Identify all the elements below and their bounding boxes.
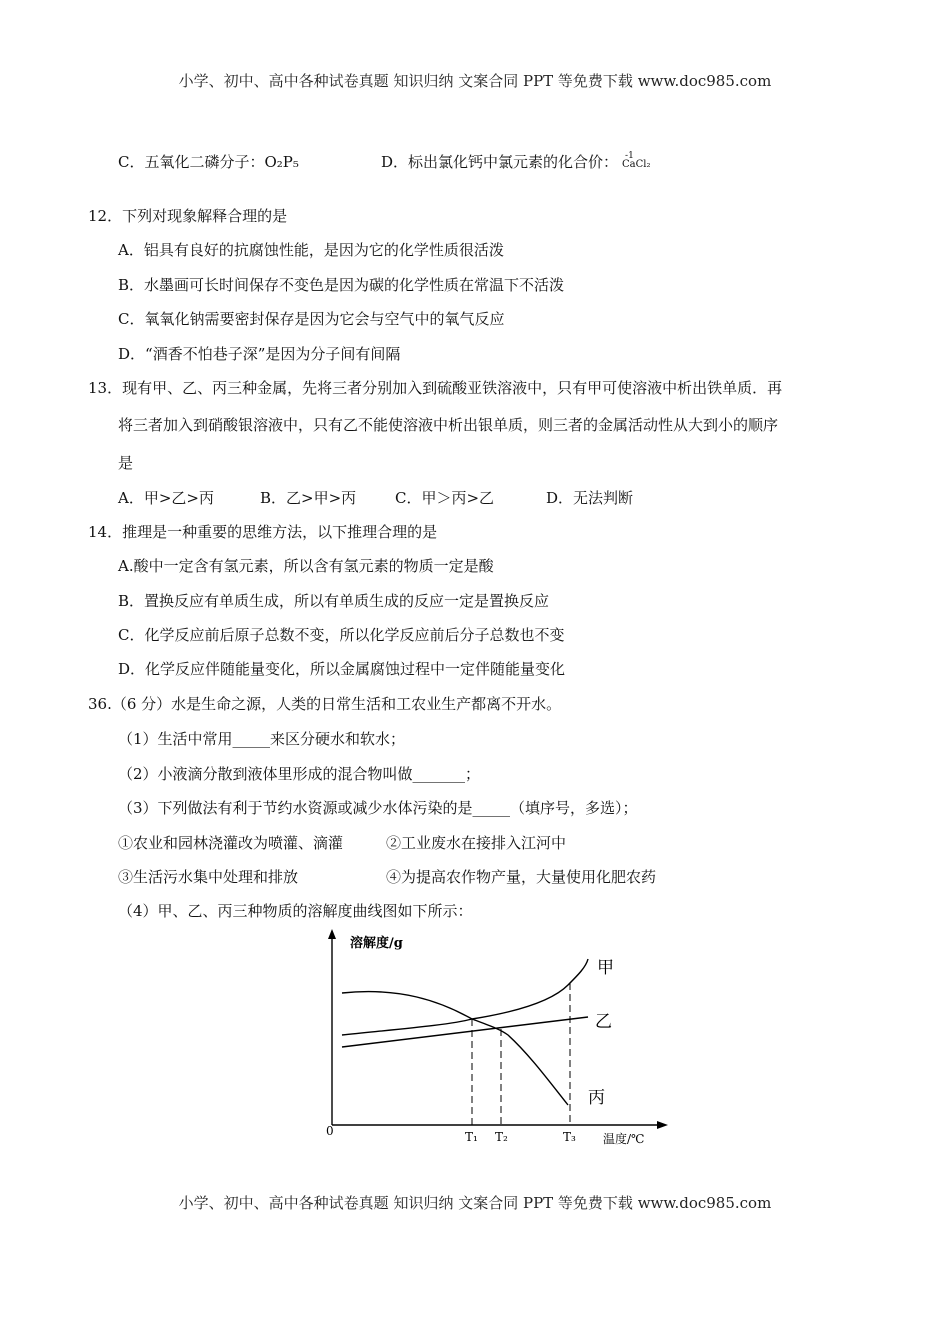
q14-stem: 14．推理是一种重要的思维方法，以下推理合理的是 — [88, 523, 438, 541]
q36-stem: 36.（6 分）水是生命之源，人类的日常生活和工农业生产都离不开水。 — [88, 695, 562, 713]
solubility-chart — [320, 925, 680, 1150]
q12-option-d: D．“酒香不怕巷子深”是因为分子间有间隔 — [118, 345, 401, 363]
cacl2-text: CaCl₂ — [622, 159, 651, 170]
q36-part3: （3）下列做法有利于节约水资源或减少水体污染的是_____（填序号，多选）； — [118, 799, 638, 817]
q36-part1: （1）生活中常用_____来区分硬水和软水； — [118, 730, 406, 748]
q12-option-a: A．铝具有良好的抗腐蚀性能，是因为它的化学性质很活泼 — [118, 241, 504, 259]
q14-option-c: C．化学反应前后原子总数不变，所以化学反应前后分子总数也不变 — [118, 626, 565, 644]
series-yi-line — [342, 1017, 588, 1047]
q13-option-b: B．乙>甲>丙 — [260, 489, 357, 507]
q13-stem-line3: 是 — [118, 454, 134, 472]
series-jia-curve — [342, 959, 588, 1035]
q36-option-2: ②工业废水在接排入江河中 — [386, 834, 567, 852]
q36-part4: （4）甲、乙、丙三种物质的溶解度曲线图如下所示： — [118, 902, 473, 920]
q11-option-d — [381, 152, 651, 175]
y-axis-arrow — [328, 929, 336, 939]
q11-option-c: C．五氧化二磷分子：O₂P₅ — [118, 153, 299, 171]
origin-label: 0 — [326, 1124, 334, 1138]
q36-option-3: ③生活污水集中处理和排放 — [118, 868, 299, 886]
page-footer: 小学、初中、高中各种试卷真题 知识归纳 文案合同 PPT 等免费下载 www.doc985.com — [178, 1194, 772, 1212]
x-tick-t3: T₃ — [563, 1130, 576, 1144]
q36-part2: （2）小液滴分散到液体里形成的混合物叫做_______； — [118, 765, 481, 783]
series-label-bing: 丙 — [588, 1088, 605, 1108]
q14-option-a: A.酸中一定含有氢元素，所以含有氢元素的物质一定是酸 — [118, 557, 494, 575]
x-tick-t1: T₁ — [465, 1130, 478, 1144]
q13-option-a: A．甲>乙>丙 — [118, 489, 214, 507]
q13-stem-line2: 将三者加入到硝酸银溶液中，只有乙不能使溶液中析出银单质，则三者的金属活动性从大到小的顺序 — [118, 416, 779, 434]
x-axis-label: 温度/℃ — [603, 1132, 645, 1146]
page-header: 小学、初中、高中各种试卷真题 知识归纳 文案合同 PPT 等免费下载 www.doc985.com — [178, 72, 772, 90]
q13-option-d: D．无法判断 — [546, 489, 634, 507]
series-label-jia: 甲 — [597, 958, 614, 978]
x-tick-t2: T₂ — [495, 1130, 508, 1144]
y-axis-label: 溶解度/g — [350, 936, 403, 951]
q14-option-b: B．置换反应有单质生成，所以有单质生成的反应一定是置换反应 — [118, 592, 550, 610]
q12-option-c: C．氧氧化钠需要密封保存是因为它会与空气中的氧气反应 — [118, 310, 505, 328]
cacl2-formula — [622, 151, 651, 175]
q36-option-1: ①农业和园林浇灌改为喷灌、滴灌 — [118, 834, 344, 852]
q13-stem-line1: 13．现有甲、乙、丙三种金属，先将三者分别加入到硫酸亚铁溶液中，只有甲可使溶液中析出铁单质．再 — [88, 379, 783, 397]
q36-option-4: ④为提高农作物产量，大量使用化肥农药 — [386, 868, 657, 886]
q11-option-d-text: D．标出氯化钙中氯元素的化合价： — [381, 153, 619, 171]
q12-option-b: B．水墨画可长时间保存不变色是因为碳的化学性质在常温下不活泼 — [118, 276, 565, 294]
q14-option-d: D．化学反应伴随能量变化，所以金属腐蚀过程中一定伴随能量变化 — [118, 660, 566, 678]
q12-stem: 12．下列对现象解释合理的是 — [88, 207, 288, 225]
series-bing-curve — [342, 992, 568, 1105]
x-axis-arrow — [657, 1121, 668, 1129]
series-label-yi: 乙 — [595, 1012, 612, 1032]
q13-option-c: C．甲＞丙>乙 — [395, 489, 495, 507]
chlorine-valence: -1 — [625, 151, 634, 161]
